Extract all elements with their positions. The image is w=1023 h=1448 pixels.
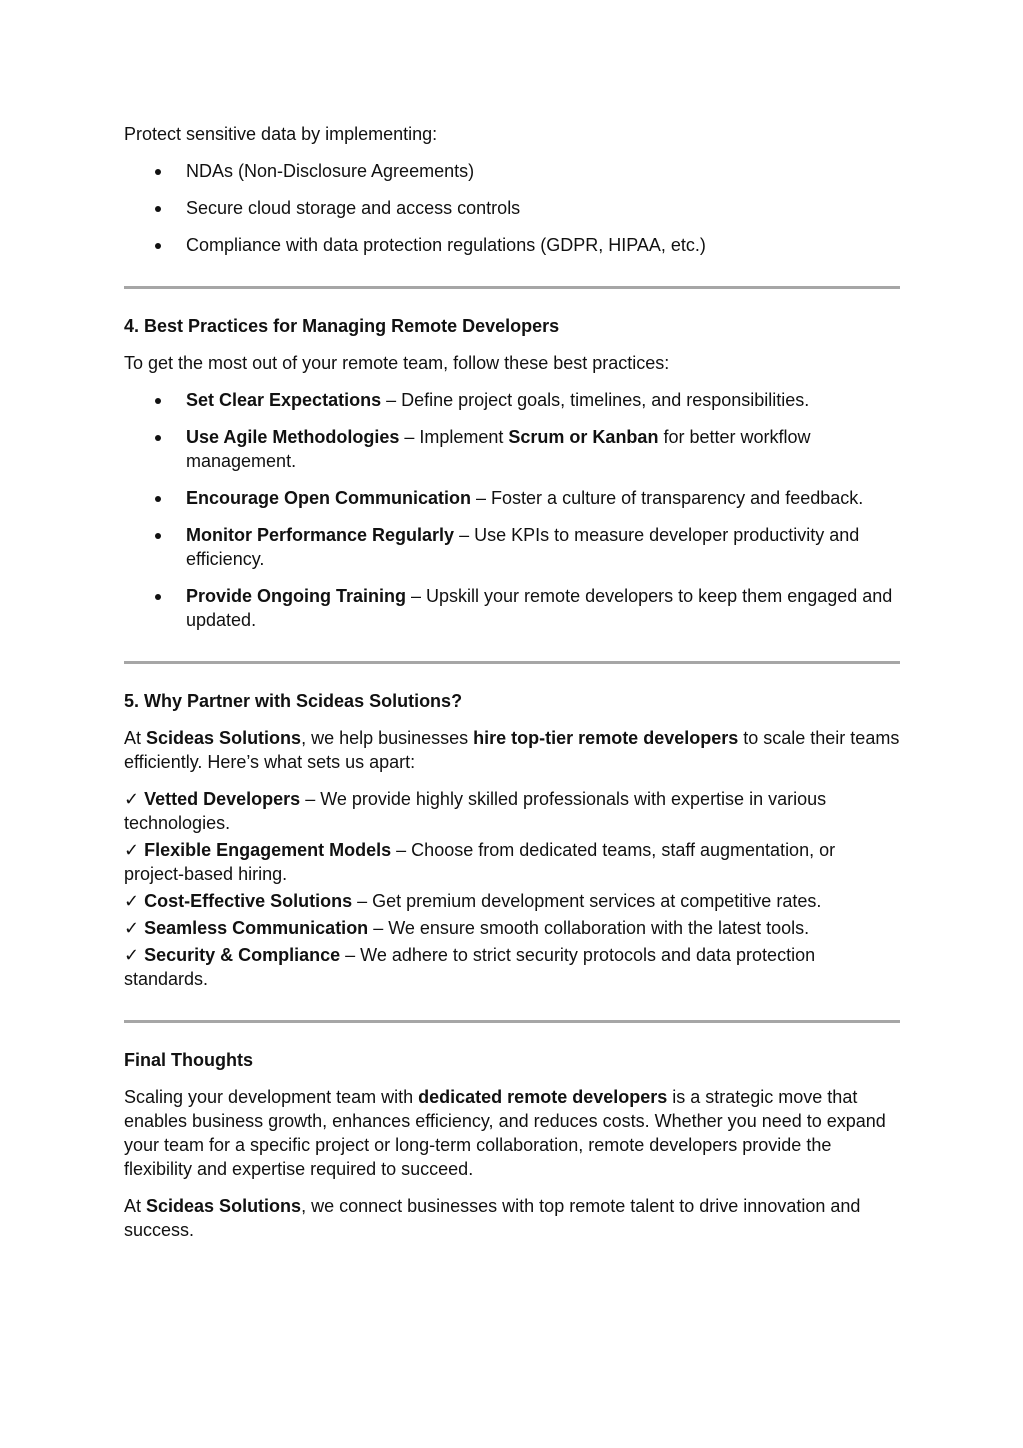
check-item: ✓ Flexible Engagement Models – Choose from dedicated teams, staff augmentation, or project-based hiring. <box>124 840 836 884</box>
list-item: Secure cloud storage and access controls <box>124 196 900 220</box>
list-item: Provide Ongoing Training – Upskill your remote developers to keep them engaged and updated. <box>124 584 900 632</box>
checkmark-icon: ✓ <box>124 840 140 860</box>
bullet-icon <box>155 206 161 212</box>
final-thoughts-title: Final Thoughts <box>124 1050 253 1070</box>
checkmark-icon: ✓ <box>124 789 140 809</box>
section-divider <box>124 286 900 289</box>
check-item: ✓ Vetted Developers – We provide highly skilled professionals with expertise in various technologies. <box>124 789 827 833</box>
list-item: Encourage Open Communication – Foster a culture of transparency and feedback. <box>124 486 900 510</box>
best-practices-list <box>124 388 900 632</box>
section-divider <box>124 1020 900 1023</box>
list-item: Monitor Performance Regularly – Use KPIs to measure developer productivity and efficiency. <box>124 523 900 571</box>
checkmark-icon: ✓ <box>124 918 140 938</box>
list-item: NDAs (Non-Disclosure Agreements) <box>124 159 900 183</box>
bullet-icon <box>155 435 161 441</box>
document-content <box>124 122 900 1255</box>
final-paragraph-2: At Scideas Solutions, we connect businesses with top remote talent to drive innovation and success. <box>124 1196 861 1240</box>
section-5-intro: At Scideas Solutions, we help businesses hire top-tier remote developers to scale their teams efficiently. Here’s what sets us apart: <box>124 728 900 772</box>
check-item: ✓ Seamless Communication – We ensure smooth collaboration with the latest tools. <box>124 918 810 938</box>
bullet-icon <box>155 243 161 249</box>
section-4-title: 4. Best Practices for Managing Remote Developers <box>124 316 560 336</box>
checkmark-icon: ✓ <box>124 945 140 965</box>
security-list <box>124 159 900 257</box>
security-intro: Protect sensitive data by implementing: <box>124 124 438 144</box>
bullet-icon <box>155 169 161 175</box>
bullet-icon <box>155 594 161 600</box>
section-4-intro: To get the most out of your remote team, follow these best practices: <box>124 353 670 373</box>
checkmark-icon: ✓ <box>124 891 140 911</box>
bullet-icon <box>155 496 161 502</box>
list-item: Compliance with data protection regulations (GDPR, HIPAA, etc.) <box>124 233 900 257</box>
check-item: ✓ Cost-Effective Solutions – Get premium development services at competitive rates. <box>124 891 822 911</box>
check-item: ✓ Security & Compliance – We adhere to strict security protocols and data protection standards. <box>124 945 816 989</box>
bullet-icon <box>155 533 161 539</box>
bullet-icon <box>155 398 161 404</box>
final-paragraph-1: Scaling your development team with dedicated remote developers is a strategic move that enables business growth, enhances efficiency, and reduces costs. Whether you need to expand your team for a specific project or long-term collaboration, remote developers provide the flexibility and expertise required to succeed. <box>124 1087 886 1179</box>
advantages-list <box>124 787 900 991</box>
list-item: Set Clear Expectations – Define project goals, timelines, and responsibilities. <box>124 388 900 412</box>
section-divider <box>124 661 900 664</box>
section-5-title: 5. Why Partner with Scideas Solutions? <box>124 691 463 711</box>
list-item: Use Agile Methodologies – Implement Scrum or Kanban for better workflow management. <box>124 425 900 473</box>
